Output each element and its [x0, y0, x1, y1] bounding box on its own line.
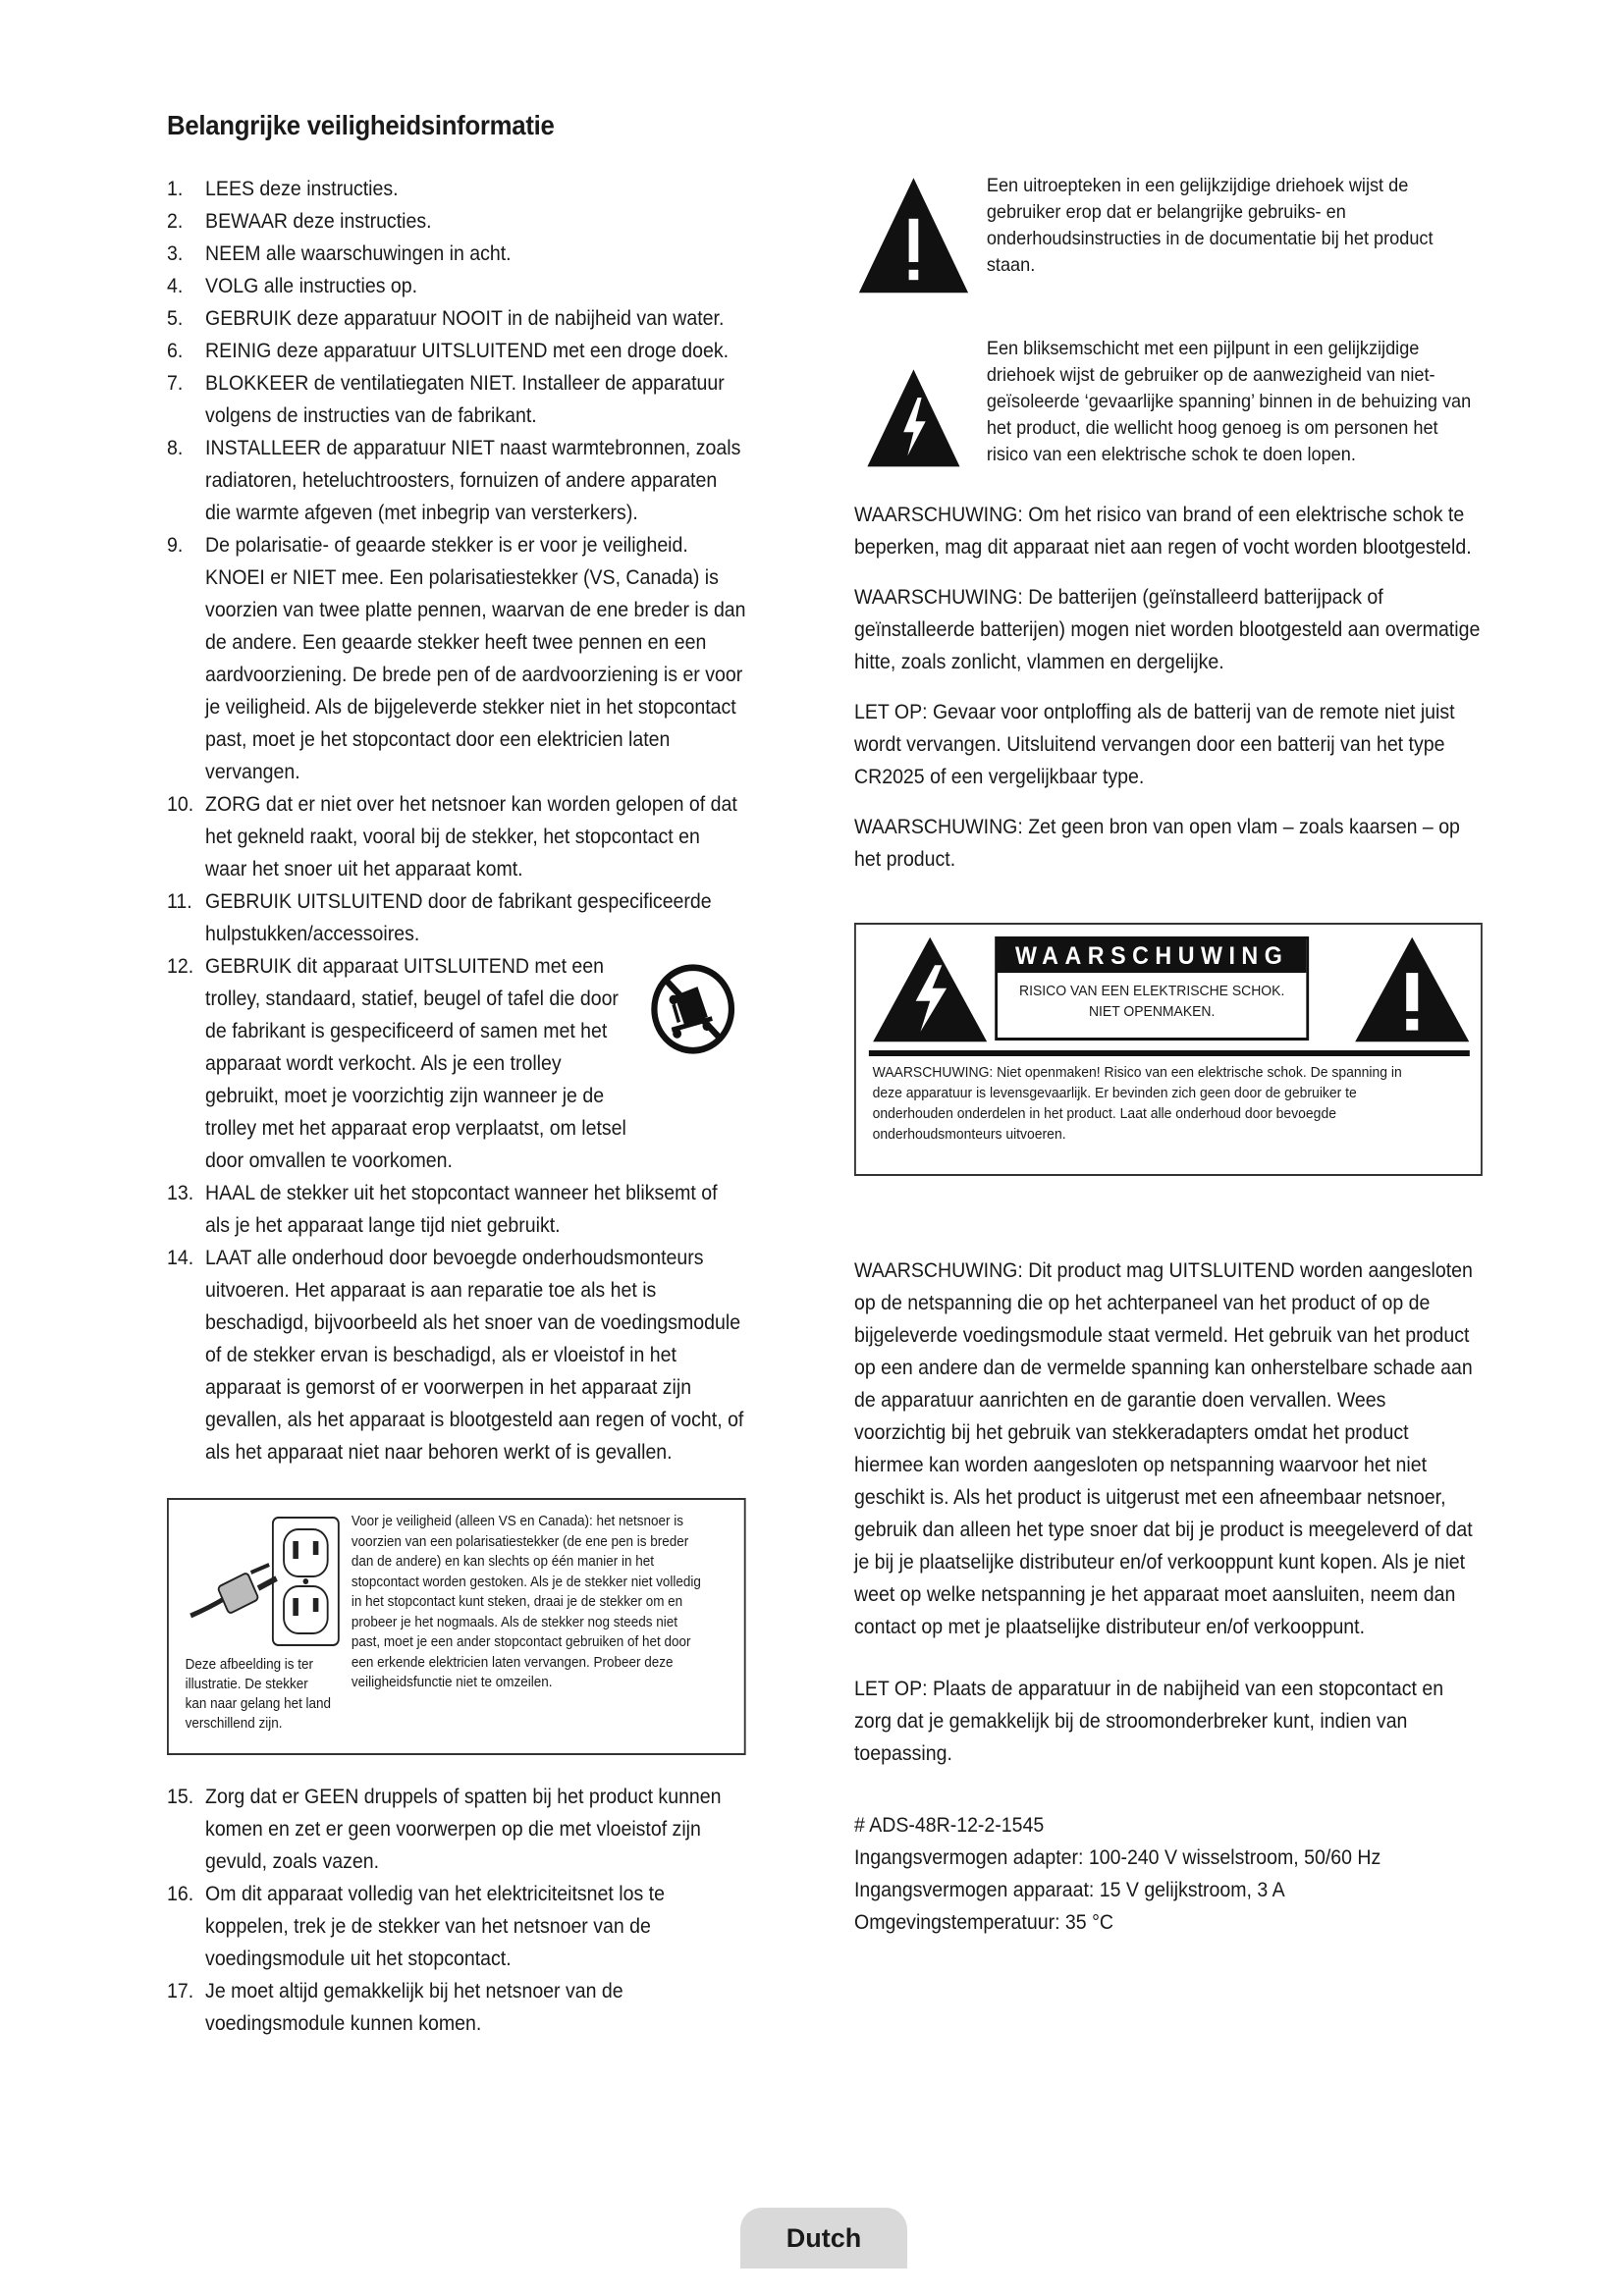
adapter-input-spec: Ingangsvermogen adapter: 100-240 V wisselstroom, 50/60 Hz [854, 1846, 1381, 1869]
model-number: # ADS-48R-12-2-1545 [854, 1814, 1045, 1837]
list-item [167, 367, 746, 432]
item-text: GEBRUIK UITSLUITEND door de fabrikant gespecificeerde hulpstukken/accessoires. [205, 890, 712, 945]
list-item [167, 205, 746, 238]
item-text: ZORG dat er niet over het netsnoer kan worden gelopen of dat het gekneld raakt, vooral bij de stekker, het stopcontact en waar het snoer uit het apparaat komt. [205, 793, 737, 881]
right-column-content [854, 173, 1483, 1939]
page-title: Belangrijke veiligheidsinformatie [167, 110, 555, 140]
item-number: 2. [167, 210, 184, 233]
list-item [167, 238, 746, 270]
lightning-text: Een bliksemschicht met een pijlpunt in een gelijkzijdige driehoek wijst de gebruiker op de aanwezigheid van niet-geïsoleerde ‘gevaarlijke spanning’ binnen in de behuizing van het product, die wellicht hoog genoeg is om personen het risico van een elektrische schok te doen lopen. [986, 338, 1472, 465]
battery-warning: WAARSCHUWING: De batterijen (geïnstalleerd batterijpack of geïnstalleerde batterijen) mogen niet worden blootgesteld aan overmatige hitte, zoals zonlicht, vlammen en dergelijke. [854, 586, 1481, 673]
item-text: Zorg dat er GEEN druppels of spatten bij het product kunnen komen en zet er geen voorwerpen op die met vloeistof zijn gevuld, zoals vazen. [205, 1786, 722, 1873]
device-input-spec: Ingangsvermogen apparaat: 15 V gelijkstroom, 3 A [854, 1879, 1285, 1901]
exclamation-text: Een uitroepteken in een gelijkzijdige driehoek wijst de gebruiker erop dat er belangrijke gebruiks- en onderhoudsinstructies in de documentatie bij het product staan. [986, 175, 1434, 276]
list-item [167, 529, 746, 788]
specifications [854, 1809, 1483, 1939]
list-item [167, 432, 746, 529]
item-number: 9. [167, 534, 184, 557]
item-number: 8. [167, 437, 184, 459]
item-number: 3. [167, 242, 184, 265]
warning-heading: WAARSCHUWING [998, 939, 1306, 973]
exclamation-triangle-icon [1353, 934, 1472, 1044]
lightning-symbol-explanation [854, 336, 1483, 483]
lightning-triangle-icon [871, 934, 990, 1044]
list-item [167, 302, 746, 335]
plug-caption: Deze afbeelding is ter illustratie. De stekker kan naar gelang het land verschillend zijn. [185, 1657, 332, 1732]
exclamation-triangle-icon [854, 173, 973, 300]
item-number: 7. [167, 372, 184, 395]
polarized-plug-box [167, 1498, 746, 1755]
item-text: NEEM alle waarschuwingen in acht. [205, 242, 512, 265]
warning-detail: WAARSCHUWING: Niet openmaken! Risico van een elektrische schok. De spanning in deze apparatuur is levensgevaarlijk. Er bevinden zich geen door de gebruiker te onderhouden onderdelen in het product. Laat alle onderhoud door bevoegde onderhoudsmonteurs uitvoeren. [872, 1064, 1402, 1143]
list-item [167, 1975, 746, 2040]
list-item [167, 335, 746, 367]
polarized-plug-illustration-icon [182, 1514, 346, 1651]
item-text: HAAL de stekker uit het stopcontact wanneer het bliksemt of als je het apparaat lange tijd niet gebruikt. [205, 1182, 718, 1237]
item-text: BEWAAR deze instructies. [205, 210, 432, 233]
item-number: 14. [167, 1247, 194, 1269]
polarized-plug-text: Voor je veiligheid (alleen VS en Canada): het netsnoer is voorzien van een polarisatiestekker (de ene pen is breder dan de andere) en kan slechts op één manier in het stopcontact worden gestoken. Als je de stekker niet volledig in het stopcontact kunt steken, draai je de stekker om en probeer je het nogmaals. Als de stekker nog steeds niet past, moet je een ander stopcontact gebruiken of het door een erkende elektricien laten vervangen. Probeer deze veiligheidsfunctie niet te omzeilen. [351, 1514, 701, 1690]
list-item [167, 788, 746, 885]
warning-divider [869, 1050, 1470, 1056]
item-text: LAAT alle onderhoud door bevoegde onderhoudsmonteurs uitvoeren. Het apparaat is aan reparatie toe als het is beschadigd, bijvoorbeeld als het snoer van de voedingsmodule of de stekker ervan is beschadigd, als er vloeistof in het apparaat is gemorst of er voorwerpen in het apparaat zijn gevallen, als het apparaat is blootgesteld aan regen of vocht, of als het apparaat niet naar behoren werkt of is gevallen. [205, 1247, 744, 1464]
item-text: GEBRUIK dit apparaat UITSLUITEND met een trolley, standaard, statief, beugel of tafel die door de fabrikant is gespecificeerd of samen met het apparaat wordt verkocht. Als je een trolley gebruikt, moet je voorzichtig zijn wanneer je de trolley met het apparaat erop verplaatst, om letsel door omvallen te voorkomen. [205, 955, 626, 1172]
language-tab: Dutch [740, 2208, 907, 2269]
item-text: VOLG alle instructies op. [205, 275, 418, 297]
item-number: 6. [167, 340, 184, 362]
warning-line-1: RISICO VAN EEN ELEKTRISCHE SCHOK. [1019, 983, 1285, 999]
item-number: 16. [167, 1883, 194, 1905]
item-number: 13. [167, 1182, 194, 1204]
placement-caution: LET OP: Plaats de apparatuur in de nabijheid van een stopcontact en zorg dat je gemakkelijk bij de stroomonderbreker kunt, indien van toepassing. [854, 1678, 1444, 1765]
item-number: 1. [167, 178, 184, 200]
warning-label [995, 936, 1309, 1041]
warning-line-2: NIET OPENMAKEN. [1088, 1003, 1216, 1020]
exclamation-symbol-explanation [854, 173, 1483, 320]
item-text: Om dit apparaat volledig van het elektriciteitsnet los te koppelen, trek je de stekker van het netsnoer van de voedingsmodule uit het stopcontact. [205, 1883, 665, 1970]
item-text: Je moet altijd gemakkelijk bij het netsnoer van de voedingsmodule kunnen komen. [205, 1980, 623, 2035]
fire-warning: WAARSCHUWING: Om het risico van brand of een elektrische schok te beperken, mag dit apparaat niet aan regen of vocht worden blootgesteld. [854, 504, 1472, 559]
list-item [167, 885, 746, 950]
item-text: GEBRUIK deze apparatuur NOOIT in de nabijheid van water. [205, 307, 725, 330]
item-text: BLOKKEER de ventilatiegaten NIET. Installeer de apparatuur volgens de instructies van de fabrikant. [205, 372, 725, 427]
trolley-warning-icon [649, 962, 736, 1056]
item-number: 4. [167, 275, 184, 297]
item-text: LEES deze instructies. [205, 178, 399, 200]
open-flame-warning: WAARSCHUWING: Zet geen bron van open vlam – zoals kaarsen – op het product. [854, 816, 1460, 871]
shock-warning-box [854, 923, 1483, 1176]
list-item [167, 1781, 746, 1878]
list-item [167, 173, 746, 205]
list-item [167, 1177, 746, 1242]
list-item [167, 950, 746, 1177]
left-column [167, 173, 746, 2040]
lightning-triangle-icon [863, 365, 963, 473]
item-number: 11. [167, 890, 192, 913]
item-number: 17. [167, 1980, 194, 2002]
item-number: 12. [167, 955, 194, 978]
list-item [167, 1242, 746, 1468]
item-text: INSTALLEER de apparatuur NIET naast warmtebronnen, zoals radiatoren, heteluchtroosters, fornuizen of andere apparaten die warmte afgeven (met inbegrip van versterkers). [205, 437, 741, 524]
item-text: REINIG deze apparatuur UITSLUITEND met een droge doek. [205, 340, 730, 362]
item-number: 15. [167, 1786, 194, 1808]
item-number: 10. [167, 793, 194, 816]
instruction-list [167, 173, 746, 2040]
item-number: 5. [167, 307, 184, 330]
ambient-temperature-spec: Omgevingstemperatuur: 35 °C [854, 1911, 1113, 1934]
list-item [167, 270, 746, 302]
battery-replace-caution: LET OP: Gevaar voor ontploffing als de batterij van de remote niet juist wordt vervangen. Uitsluitend vervangen door een batterij van het type CR2025 of een vergelijkbaar type. [854, 701, 1455, 788]
right-column [854, 173, 1483, 1939]
item-text: De polarisatie- of geaarde stekker is er voor je veiligheid. KNOEI er NIET mee. Een polarisatiestekker (VS, Canada) is voorzien van twee platte pennen, waarvan de ene breder is dan de andere. Een geaarde stekker heeft twee pennen en een aardvoorziening. De brede pen of de aardvoorziening is er voor je veiligheid. Als de bijgeleverde stekker niet in het stopcontact past, moet je het stopcontact door een elektricien laten vervangen. [205, 534, 746, 783]
mains-voltage-warning: WAARSCHUWING: Dit product mag UITSLUITEND worden aangesloten op de netspanning die op het achterpaneel van het product of op de bijgeleverde voedingsmodule staat vermeld. Het gebruik van het product op een andere dan de vermelde spanning kan onherstelbare schade aan de apparatuur aanrichten en de garantie doen vervallen. Wees voorzichtig bij het gebruik van stekkeradapters omdat het product hiermee kan worden aangesloten op netspanning waarvoor het niet geschikt is. Als het product is uitgerust met een afneembaar netsnoer, gebruik dan alleen het type snoer dat bij je product is meegeleverd of dat je bij je plaatselijke distributeur en/of verkooppunt kunt kopen. Als je niet weet op welke netspanning je het apparaat moet aansluiten, neem dan contact op met je plaatselijke distributeur en/of verkooppunt. [854, 1259, 1473, 1638]
list-item [167, 1878, 746, 1975]
